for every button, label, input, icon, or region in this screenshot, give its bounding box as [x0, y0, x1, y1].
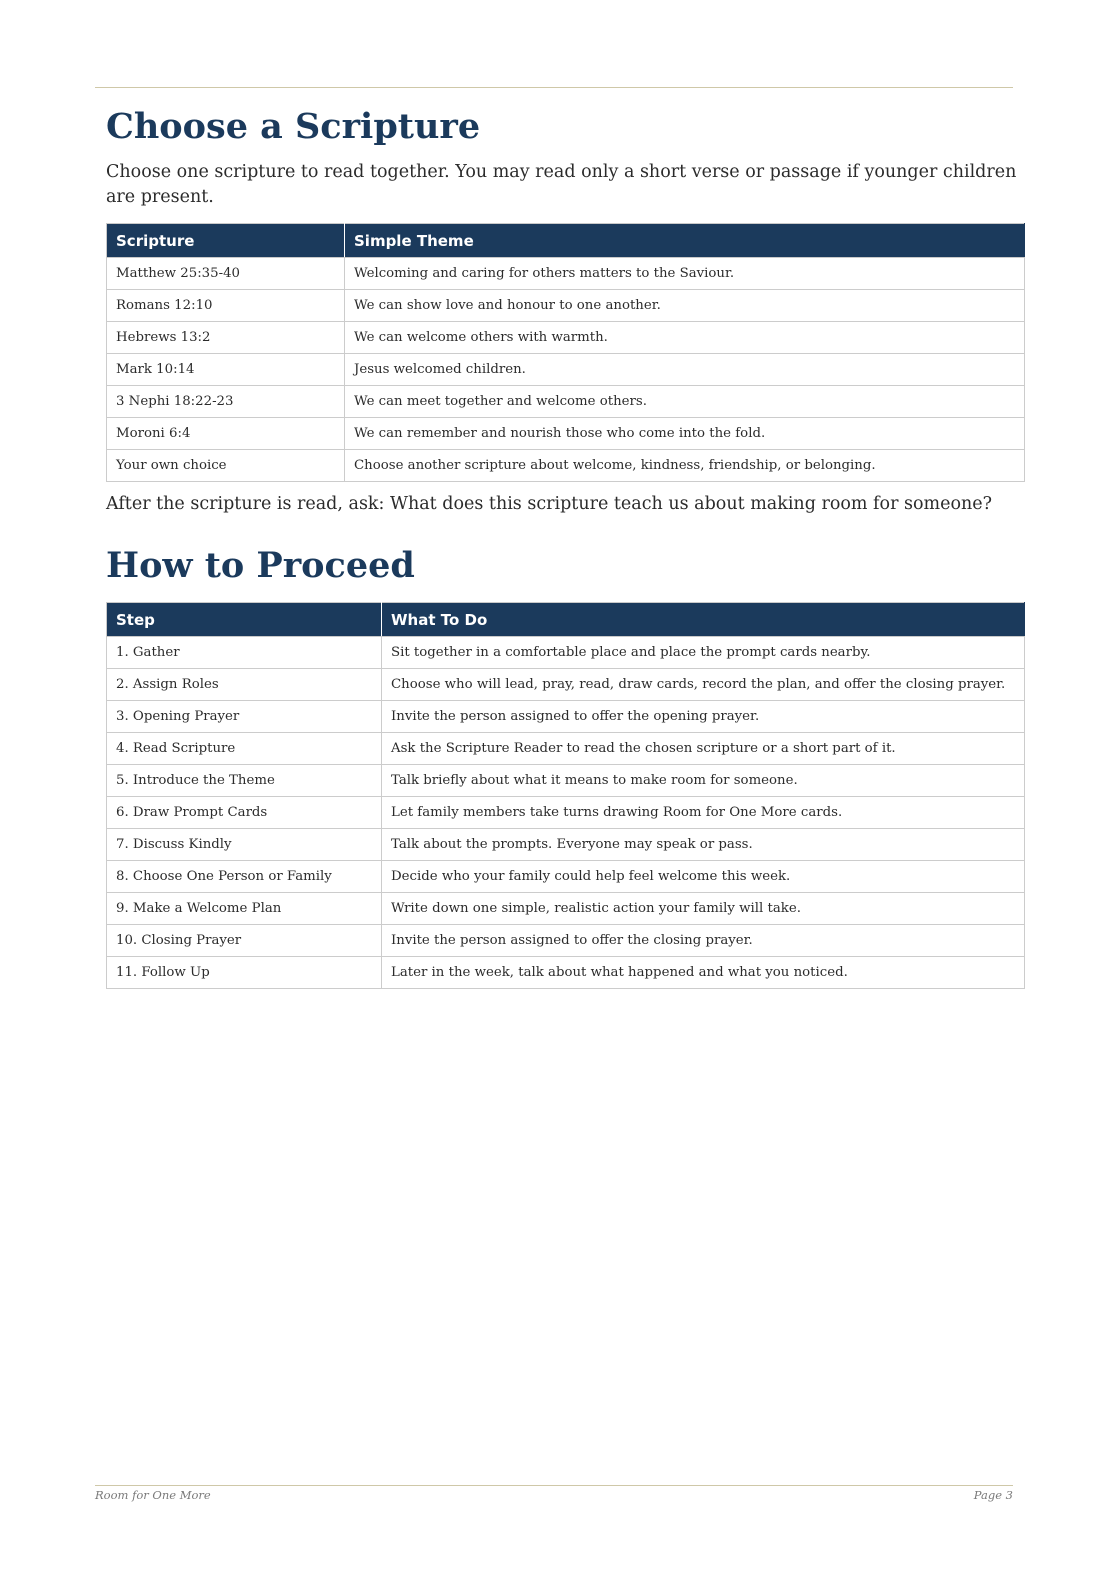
table-row [107, 733, 1025, 765]
step-cell: 10. Closing Prayer [107, 925, 382, 957]
table-row [107, 957, 1025, 989]
scripture-cell: Your own choice [107, 450, 345, 482]
theme-cell: Welcoming and caring for others matters to the Saviour. [345, 258, 1025, 290]
table-row [107, 450, 1025, 482]
top-rule [95, 87, 1013, 88]
table-row [107, 765, 1025, 797]
step-cell: 6. Draw Prompt Cards [107, 797, 382, 829]
action-cell: Sit together in a comfortable place and place the prompt cards nearby. [382, 637, 1025, 669]
table-row [107, 637, 1025, 669]
action-cell: Invite the person assigned to offer the opening prayer. [382, 701, 1025, 733]
theme-cell: We can remember and nourish those who come into the fold. [345, 418, 1025, 450]
header-scripture: Scripture [107, 224, 345, 258]
scripture-cell: Moroni 6:4 [107, 418, 345, 450]
table-row [107, 322, 1025, 354]
footer-document-title: Room for One More [95, 1488, 211, 1502]
step-cell: 9. Make a Welcome Plan [107, 893, 382, 925]
theme-cell: Jesus welcomed children. [345, 354, 1025, 386]
action-cell: Decide who your family could help feel welcome this week. [382, 861, 1025, 893]
theme-cell: We can welcome others with warmth. [345, 322, 1025, 354]
scripture-follow-up-question: After the scripture is read, ask: What does this scripture teach us about making room for someone? [106, 494, 993, 514]
proceed-heading: How to Proceed [106, 545, 415, 586]
action-cell: Write down one simple, realistic action your family will take. [382, 893, 1025, 925]
page-content [106, 104, 1024, 989]
action-cell: Let family members take turns drawing Room for One More cards. [382, 797, 1025, 829]
steps-table-header-row [107, 603, 1025, 637]
header-what-to-do: What To Do [382, 603, 1025, 637]
scripture-cell: Mark 10:14 [107, 354, 345, 386]
action-cell: Ask the Scripture Reader to read the chosen scripture or a short part of it. [382, 733, 1025, 765]
table-row [107, 669, 1025, 701]
theme-cell: Choose another scripture about welcome, kindness, friendship, or belonging. [345, 450, 1025, 482]
header-simple-theme: Simple Theme [345, 224, 1025, 258]
step-cell: 1. Gather [107, 637, 382, 669]
header-step: Step [107, 603, 382, 637]
steps-table [106, 602, 1025, 989]
step-cell: 5. Introduce the Theme [107, 765, 382, 797]
scripture-heading: Choose a Scripture [106, 106, 481, 147]
table-row [107, 418, 1025, 450]
scripture-cell: Romans 12:10 [107, 290, 345, 322]
theme-cell: We can show love and honour to one another. [345, 290, 1025, 322]
action-cell: Talk about the prompts. Everyone may speak or pass. [382, 829, 1025, 861]
scripture-cell: 3 Nephi 18:22-23 [107, 386, 345, 418]
action-cell: Talk briefly about what it means to make room for someone. [382, 765, 1025, 797]
table-row [107, 386, 1025, 418]
table-row [107, 925, 1025, 957]
step-cell: 3. Opening Prayer [107, 701, 382, 733]
action-cell: Invite the person assigned to offer the closing prayer. [382, 925, 1025, 957]
step-cell: 11. Follow Up [107, 957, 382, 989]
scripture-table [106, 223, 1025, 482]
table-row [107, 861, 1025, 893]
step-cell: 7. Discuss Kindly [107, 829, 382, 861]
step-cell: 4. Read Scripture [107, 733, 382, 765]
step-cell: 8. Choose One Person or Family [107, 861, 382, 893]
table-row [107, 354, 1025, 386]
table-row [107, 893, 1025, 925]
footer-page-number: Page 3 [973, 1488, 1013, 1502]
bottom-rule [95, 1485, 1013, 1486]
scripture-table-header-row [107, 224, 1025, 258]
action-cell: Later in the week, talk about what happened and what you noticed. [382, 957, 1025, 989]
scripture-intro: Choose one scripture to read together. You may read only a short verse or passage if younger children are present. [106, 162, 1017, 207]
action-cell: Choose who will lead, pray, read, draw cards, record the plan, and offer the closing prayer. [382, 669, 1025, 701]
table-row [107, 829, 1025, 861]
scripture-cell: Hebrews 13:2 [107, 322, 345, 354]
table-row [107, 290, 1025, 322]
theme-cell: We can meet together and welcome others. [345, 386, 1025, 418]
scripture-cell: Matthew 25:35-40 [107, 258, 345, 290]
table-row [107, 258, 1025, 290]
table-row [107, 797, 1025, 829]
table-row [107, 701, 1025, 733]
step-cell: 2. Assign Roles [107, 669, 382, 701]
